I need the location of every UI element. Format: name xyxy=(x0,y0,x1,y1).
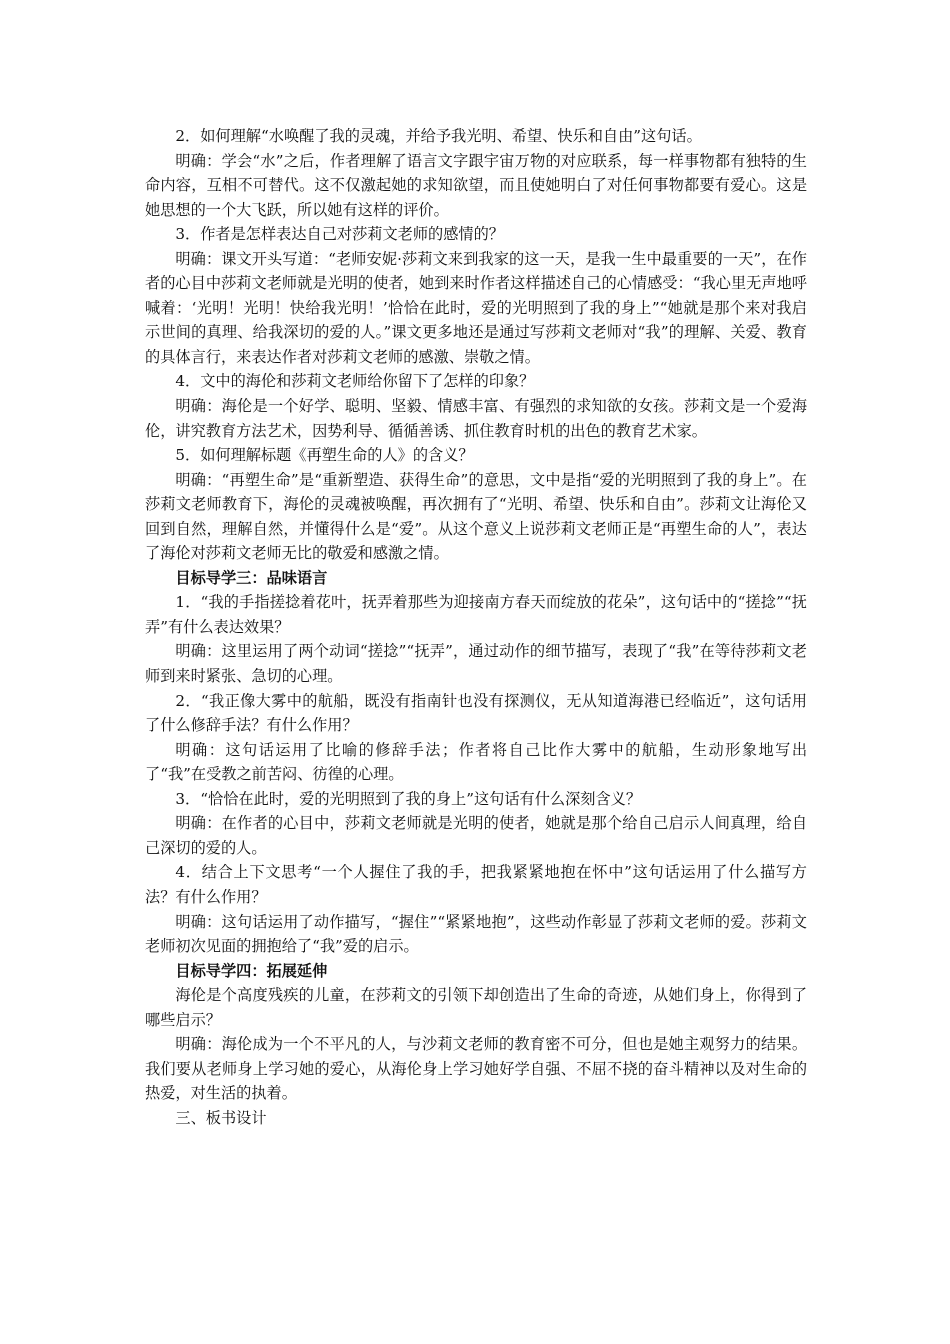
language-answer-1: 明确：这里运用了两个动词“搓捻”“抚弄”，通过动作的细节描写，表现了“我”在等待莎莉文老师到来时紧张、急切的心理。 xyxy=(145,642,807,686)
document-page xyxy=(145,124,807,1130)
language-question-1: 1．“我的手指搓捻着花叶，抚弄着那些为迎接南方春天而绽放的花朵”，这句话中的“搓捻”“抚弄”有什么表达效果？ xyxy=(145,593,807,636)
extension-answer: 明确：海伦成为一个不平凡的人，与沙莉文老师的教育密不可分，但也是她主观努力的结果。我们要从老师身上学习她的爱心，从海伦身上学习她好学自强、不屈不挠的奋斗精神以及对生命的热爱，对生活的执着。 xyxy=(145,1035,807,1103)
answer-2: 明确：学会“水”之后，作者理解了语言文字跟宇宙万物的对应联系，每一样事物都有独特的生命内容，互相不可替代。这不仅激起她的求知欲望，而且使她明白了对任何事物都要有爱心。这是她思想的一个大飞跃，所以她有这样的评价。 xyxy=(145,151,807,219)
answer-4: 明确：海伦是一个好学、聪明、坚毅、情感丰富、有强烈的求知欲的女孩。莎莉文是一个爱海伦，讲究教育方法艺术，因势利导、循循善诱、抓住教育时机的出色的教育艺术家。 xyxy=(145,397,807,440)
answer-5: 明确：“再塑生命”是“重新塑造、获得生命”的意思，文中是指“爱的光明照到了我的身上”。在莎莉文老师教育下，海伦的灵魂被唤醒，再次拥有了“光明、希望、快乐和自由”。莎莉文让海伦又回到自然，理解自然，并懂得什么是“爱”。从这个意义上说莎莉文老师正是“再塑生命的人”，表达了海伦对莎莉文老师无比的敬爱和感激之情。 xyxy=(145,470,807,563)
question-4: 4．文中的海伦和莎莉文老师给你留下了怎样的印象？ xyxy=(175,372,535,391)
language-answer-3: 明确：在作者的心目中，莎莉文老师就是光明的使者，她就是那个给自己启示人间真理，给自己深切的爱的人。 xyxy=(145,814,807,857)
extension-question: 海伦是个高度残疾的儿童，在莎莉文的引领下却创造出了生命的奇迹，从她们身上，你得到了哪些启示？ xyxy=(145,986,807,1029)
section-heading-three: 目标导学三：品味语言 xyxy=(175,568,328,587)
answer-3: 明确：课文开头写道：“老师安妮·莎莉文来到我家的这一天，是我一生中最重要的一天”，在作者的心目中莎莉文老师就是光明的使者，她到来时作者这样描述自己的心情感受：“我心里无声地呼喊着：‘光明！光明！快给我光明！’恰恰在此时，爱的光明照到了我的身上”“她就是那个来对我启示世间的真理、给我深切的爱的人。”课文更多地还是通过写莎莉文老师对“我”的理解、关爱、教育的具体言行，来表达作者对莎莉文老师的感激、崇敬之情。 xyxy=(145,249,807,366)
language-answer-4: 明确：这句话运用了动作描写，“握住”“紧紧地抱”，这些动作彰显了莎莉文老师的爱。莎莉文老师初次见面的拥抱给了“我”爱的启示。 xyxy=(145,912,807,956)
question-5: 5．如何理解标题《再塑生命的人》的含义？ xyxy=(175,446,474,465)
language-question-4: 4．结合上下文思考“一个人握住了我的手，把我紧紧地抱在怀中”这句话运用了什么描写方法？有什么作用？ xyxy=(145,863,807,906)
question-2: 2．如何理解“水唤醒了我的灵魂，并给予我光明、希望、快乐和自由”这句话。 xyxy=(175,127,702,145)
language-question-3: 3．“恰恰在此时，爱的光明照到了我的身上”这句话有什么深刻含义？ xyxy=(175,789,642,808)
section-heading-four: 目标导学四：拓展延伸 xyxy=(175,961,328,980)
language-answer-2: 明确：这句话运用了比喻的修辞手法；作者将自己比作大雾中的航船，生动形象地写出了“我”在受教之前苦闷、彷徨的心理。 xyxy=(145,740,807,784)
question-3: 3．作者是怎样表达自己对莎莉文老师的感情的？ xyxy=(175,225,504,244)
language-question-2: 2．“我正像大雾中的航船，既没有指南针也没有探测仪，无从知道海港已经临近”，这句话用了什么修辞手法？有什么作用？ xyxy=(145,691,807,735)
board-design-heading: 三、板书设计 xyxy=(175,1108,267,1127)
